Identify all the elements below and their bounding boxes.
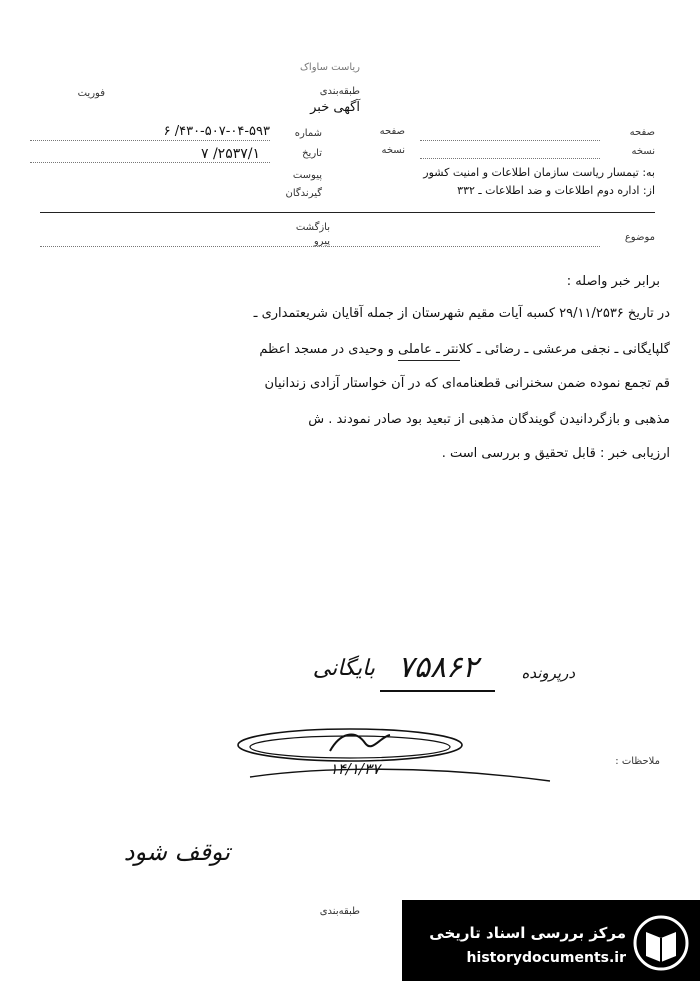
copy-label-mid: نسخه — [381, 145, 405, 156]
body-line-3: قم تجمع نموده ضمن سخنرانی قطعنامه‌ای که در آن خواستار آزادی زندانیان — [264, 376, 670, 391]
copy-label: نسخه — [631, 146, 655, 157]
recipients-label: گیرندگان — [285, 188, 322, 199]
site-url[interactable]: historydocuments.ir — [466, 950, 626, 966]
book-logo-icon — [632, 914, 690, 972]
to-line: به: تیمسار ریاست سازمان اطلاعات و امنیت کشور — [423, 166, 655, 179]
followup-label: پیرو — [313, 236, 330, 247]
page-label-mid: صفحه — [379, 126, 405, 137]
number-value: ۴۳۰-۵۰۷-۰۴-۵۹۳/ ۶ — [163, 124, 270, 139]
subject-label: موضوع — [624, 232, 655, 243]
body-line-1: در تاریخ ۲۹/۱۱/۲۵۳۶ کسبه آیات مقیم شهرستان از جمله آقایان شریعتمداری ـ — [253, 306, 670, 321]
body-line-4: مذهبی و بازگردانیدن گویندگان مذهبی از تبعید بود صادر نمودند . ش — [308, 412, 670, 427]
signature-drawing — [230, 715, 570, 795]
from-line: از: اداره دوم اطلاعات و ضد اطلاعات ـ ۳۳۲ — [457, 184, 655, 197]
top-title: ریاست ساواک — [299, 62, 360, 73]
priority-label: فوریت — [77, 88, 105, 99]
handwritten-word-right: بایگانی — [312, 656, 375, 681]
handwritten-underline — [380, 690, 495, 692]
handwritten-date: ۱۴/۱/۳۷ — [329, 760, 380, 778]
number-dotline — [30, 140, 270, 141]
header-divider — [40, 212, 655, 213]
handwritten-bottom-left: توقف شود — [123, 838, 230, 866]
salutation: برابر خبر واصله : — [566, 274, 660, 289]
copy-dotline — [420, 158, 600, 159]
footer-classification-label: طبقه‌بندی — [319, 906, 360, 917]
handwritten-word-left: درپرونده — [521, 664, 575, 682]
handwritten-number: ۷۵۸۶۲ — [397, 650, 479, 685]
classification-label: طبقه‌بندی — [319, 86, 360, 97]
body-line-5: ارزیابی خبر : قابل تحقیق و بررسی است . — [441, 446, 670, 461]
page-dotline — [420, 140, 600, 141]
attachment-label: پیوست — [292, 170, 322, 181]
date-value: ۲۵۳۷/۱/ ۷ — [200, 146, 260, 162]
number-label: شماره — [294, 128, 322, 139]
underline-mark — [398, 360, 460, 361]
date-label: تاریخ — [302, 148, 322, 159]
subject-dotline — [40, 246, 600, 247]
body-line-2: گلپایگانی ـ نجفی مرعشی ـ رضائی ـ کلانتر ـ عاملی و وحیدی در مسجد اعظم — [259, 342, 670, 357]
site-name: مرکز بررسی اسناد تاریخی — [429, 924, 626, 942]
classification-value: آگهی خبر — [310, 100, 360, 115]
remarks-label: ملاحظات : — [615, 756, 660, 767]
follow-label: بازگشت — [295, 222, 330, 233]
page-label: صفحه — [629, 127, 655, 138]
date-dotline — [30, 162, 270, 163]
